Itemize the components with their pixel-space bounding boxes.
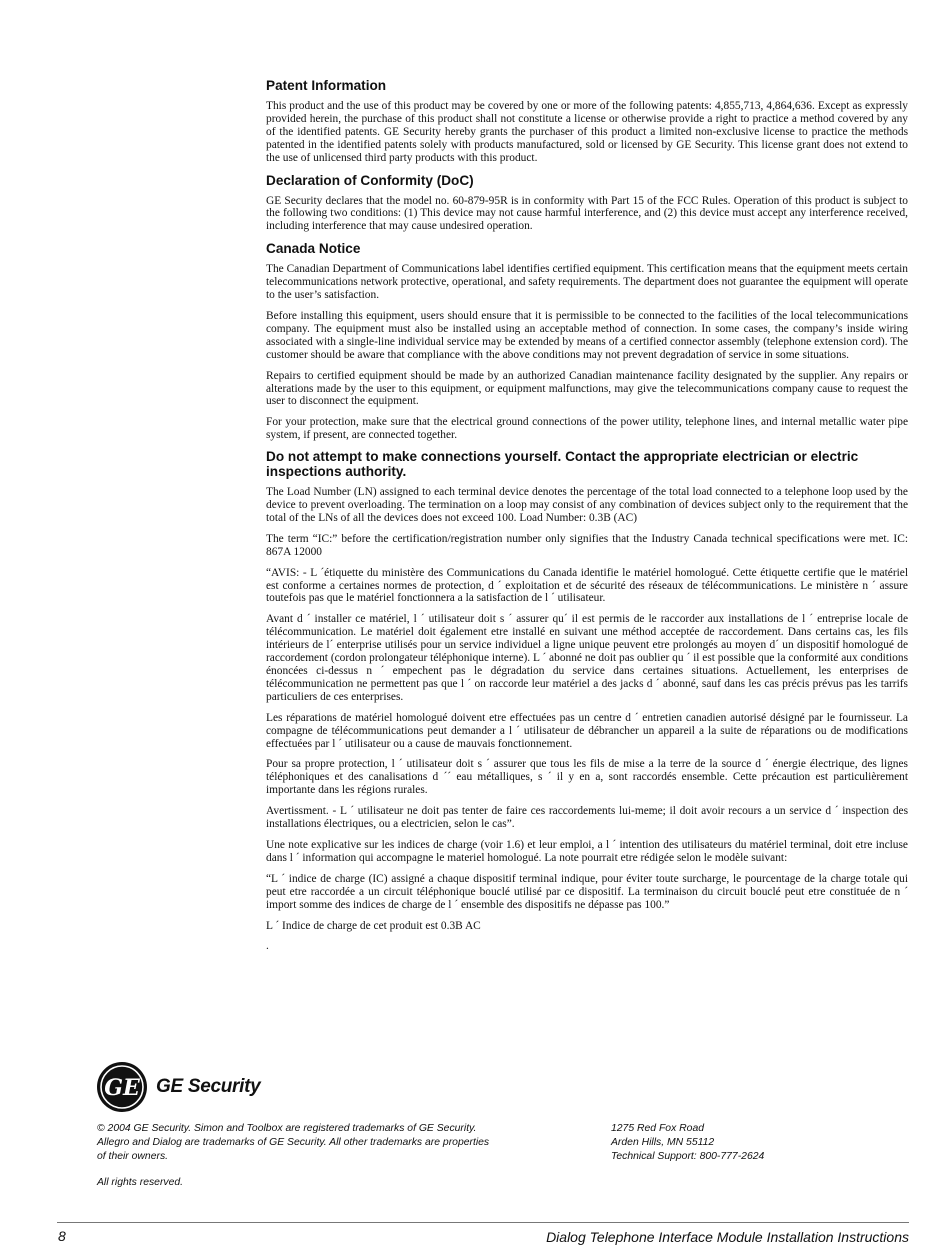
french-paragraph: Avant d ´ installer ce matériel, l ´ utilisateur doit s ´ assurer qu´ il est permis de le raccorder aux installations de l ´ entreprise locale de télécommunication. Le matériel doit également etre installé en suivant une méthod acceptée de raccordement. Dans certains cas, les fils intérieurs de l´ enterprise utilisés pour un service individuel a ligne unique peuvent etre prolongés au moyen d´ un dispositif homologué de raccordement (cordon prolongateur téléphonique interne). L ´ abonné ne doit pas oublier qu ´ il est possible que la conformité aux conditions énoncées ci-dessus n ´ empechent pas le dégradation du service dans certaines situations. Actuellement, les enterprises de télécommunication ne permettent pas que l ´ on raccorde leur matériel a des jacks d ´ abonné, sauf dans les cas précis prévus pas les tarrifs particuliers de ces enterprises. <box>266 613 908 703</box>
main-content <box>266 74 908 961</box>
page-number: 8 <box>58 1228 66 1244</box>
french-paragraph: L ´ Indice de charge de cet produit est 0.3B AC <box>266 919 481 932</box>
patent-paragraph: This product and the use of this product may be covered by one or more of the following patents: 4,855,713, 4,864,636. Except as expressly provided herein, the purchase of this product shall not constitute a license or otherwise provide a right to practice a method covered by any of the identified patents. GE Security hereby grants the purchaser of this product a limited non-exclusive license to practice the methods patented in the identified patents solely with products manufactured, sold or licensed by GE Security. This license grant does not extend to the use of unlicensed third party products with this product. <box>266 100 908 164</box>
canada-paragraph: For your protection, make sure that the electrical ground connections of the power utility, telephone lines, and internal metallic water pipe system, if present, are connected together. <box>266 416 908 442</box>
warning-heading: Do not attempt to make connections yourself. Contact the appropriate electrician or electric inspections authority. <box>266 449 859 479</box>
legal-line: © 2004 GE Security. Simon and Toolbox are registered trademarks of GE Security. <box>97 1123 477 1134</box>
canada-paragraph: The Canadian Department of Communications label identifies certified equipment. This certification means that the equipment meets certain telecommunications network protective, operational, and safety requirements. The department does not guarantee the equipment will operate to the user’s satisfaction. <box>266 263 908 302</box>
legal-line: of their owners. <box>97 1151 169 1162</box>
legal-notice <box>97 1122 517 1164</box>
legal-line: Allegro and Dialog are trademarks of GE Security. All other trademarks are properties <box>97 1137 490 1148</box>
address-line: Arden Hills, MN 55112 <box>611 1137 715 1148</box>
document-title: Dialog Telephone Interface Module Installation Instructions <box>546 1229 909 1245</box>
rights-reserved: All rights reserved. <box>97 1177 184 1188</box>
doc-paragraph: GE Security declares that the model no. 60-879-95R is in conformity with Part 15 of the FCC Rules. Operation of this product is subject to the following two conditions: (1) This device may not cause harmful interference, and (2) this device must accept any interference received, including interference that may cause undesired operation. <box>266 194 908 233</box>
french-paragraph: “AVIS: - L ´étiquette du ministère des Communications du Canada identifie le matériel homologué. Cette étiquette certifie que le matériel est conforme a certaines normes de protection, d ´ exploitation et de sécurité des réseaux de télécommunications. Le ministère n ´ assure toutefois pas que le matériel fonctionnera a la satisfaction de l ´ utilisateur. <box>266 566 908 605</box>
footer-divider <box>57 1222 909 1223</box>
french-paragraph: Avertissment. - L ´ utilisateur ne doit pas tenter de faire ces raccordements lui-meme; il doit avoir recours a un service d ´ inspection des installations électriques, ou a electricien, selon le cas”. <box>266 805 908 831</box>
french-paragraph: “L ´ indice de charge (IC) assigné a chaque dispositif terminal indique, pour éviter toute surcharge, le pourcentage de la charge totale qui peut etre raccordée a un circuit téléphonique bouclé utilisé par ce dispositif. La terminaison du circuit bouclé peut etre constituée de n ´ import somme des indices de charge de l ´ ensemble des dispositifs ne dépasse pas 100.” <box>266 872 908 911</box>
french-paragraph: Les réparations de matériel homologué doivent etre effectuées pas un centre d ´ entretien canadien autorisé désigné par le fournisseur. La compagne de télécommunications peut demander a l ´ utilisateur de débrancher un appareil a la suite de réparations ou de modifications effectuées par l ´ utilisateur ou a cause de mauvais fonctionnement. <box>266 711 908 750</box>
patent-heading: Patent Information <box>266 78 387 93</box>
trailing-dot: . <box>266 940 269 953</box>
french-paragraph: Pour sa propre protection, l ´ utilisateur doit s ´ assurer que tous les fils de mise a la terre de la source d ´ énergie électrique, des lignes téléphoniques et des canalisations d ´´ eau métalliques, s ´ il y en a, sont raccordés ensemble. Cette précaution est particulièrement importante dans les régions rurales. <box>266 758 908 797</box>
company-address <box>611 1122 764 1164</box>
canada-paragraph: The Load Number (LN) assigned to each terminal device denotes the percentage of the total load connected to a telephone loop used by the device to prevent overloading. The termination on a loop may consist of any combination of devices subject only to the requirement that the total of the LNs of all the devices does not exceed 100. Load Number: 0.3B (AC) <box>266 486 908 524</box>
ge-monogram-text: GE <box>104 1075 140 1101</box>
address-line: 1275 Red Fox Road <box>611 1123 704 1134</box>
support-phone: Technical Support: 800-777-2624 <box>611 1151 765 1162</box>
canada-heading: Canada Notice <box>266 241 361 257</box>
ge-security-logo <box>96 1061 260 1113</box>
french-paragraph: Une note explicative sur les indices de charge (voir 1.6) et leur emploi, a l ´ intention des utilisateurs du matériel terminal, doit etre incluse dans l ´ information qui accompagne le materiel homologué. La note pourrait etre rédigée selon le modèle suivant: <box>266 838 908 864</box>
ge-monogram-icon <box>96 1061 148 1113</box>
logo-text: GE Security <box>156 1076 261 1097</box>
canada-paragraph: The term “IC:” before the certification/registration number only signifies that the Industry Canada technical specifications were met. IC: 867A 12000 <box>266 532 908 558</box>
canada-paragraph: Before installing this equipment, users should ensure that it is permissible to be connected to the facilities of the local telecommunications company. The equipment must also be installed using an acceptable method of connection. In some cases, the company’s inside wiring associated with a single-line individual service may be extended by means of a certified connector assembly (telephone extension cord). The customer should be aware that compliance with the above conditions may not prevent degradation of service in some situations. <box>266 309 908 361</box>
canada-paragraph: Repairs to certified equipment should be made by an authorized Canadian maintenance facility designated by the supplier. Any repairs or alterations made by the user to this equipment, or equipment malfunctions, may give the telecommunications company cause to request the user to disconnect the equipment. <box>266 369 908 408</box>
doc-heading: Declaration of Conformity (DoC) <box>266 172 474 188</box>
